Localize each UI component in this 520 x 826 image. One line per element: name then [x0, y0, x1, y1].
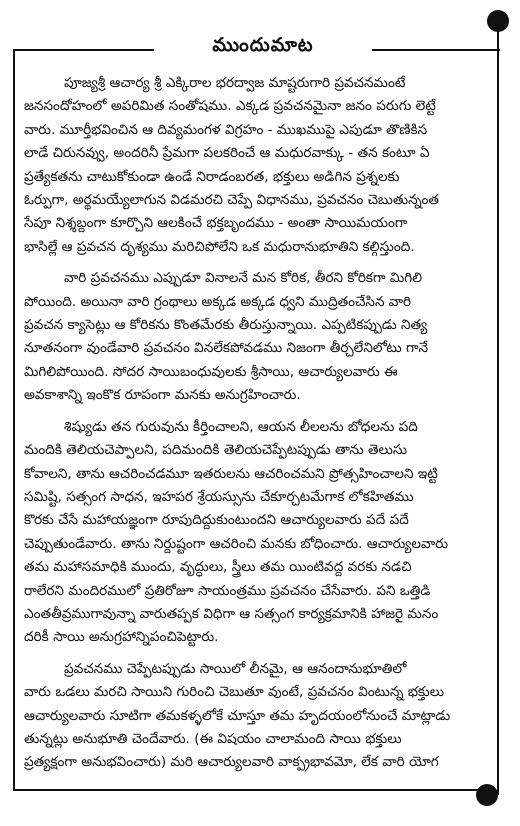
text-line: తున్నట్లు అనుభూతి చెందేవారు. (ఈ విషయం చాలామంది సాయి భక్తులు — [24, 730, 402, 747]
text-line: ఓర్పుగా, అర్థమయ్యేలాగున విడమరచి చెప్పే విధానము, ప్రవచనం చెబుతున్నంత — [24, 192, 439, 209]
right-border-rule — [497, 20, 499, 795]
text-line: సేపూ నిశ్శబ్దంగా కూర్చొని ఆలకించే భక్తబృందము - అంతా సాయిమయంగా — [24, 215, 408, 232]
text-line: మందికి తెలియచెప్పాలని, పదిమందికి తెలియచెప్పేటప్పుడు తాను తెలుసు — [24, 442, 408, 459]
paragraph — [24, 416, 494, 650]
corner-dot-top-right — [487, 10, 509, 32]
left-border-rule — [13, 49, 15, 789]
text-line: రాలేరని మందిరములో ప్రతిరోజూ సాయంత్రము ప్రవచనం చేసేవారు. పని ఒత్తిడి — [24, 582, 431, 599]
text-line: తమ మహాసమాధికి ముందు, వృద్ధులు, స్త్రీలు తమ యింటివద్ద వరకు నడచి — [24, 559, 412, 576]
page-body — [24, 72, 494, 783]
text-line: వారి ప్రవచనము ఎప్పుడూ వినాలనే మన కోరిక, తీరని కోరికగా మిగిలి — [64, 270, 423, 287]
text-line: దరికీ సాయి అనుగ్రహాన్నిపంచిపెట్టారు. — [24, 629, 219, 646]
text-line: ఆచార్యులవారు సూటిగా తమకళ్ళలోకే చూస్తూ తమ హృదయంలోనుంచే మాట్లాడు — [24, 707, 451, 724]
text-line: జనసందోహంలో అపరిమిత సంతోషము. ఎక్కడ ప్రవచనమైనా జనం పరుగు లెట్టే — [24, 98, 436, 115]
text-line: ప్రత్యేకతను చాటుకోకుండా ఉండే నిరాడంబరత, భక్తులు అడిగిన ప్రశ్నలకు — [24, 168, 400, 185]
paragraph — [24, 72, 494, 259]
text-line: కొరకు చేసే మహాయజ్ఞంగా రూపుదిద్దుకుంటుందని ఆచార్యులవారు పదే పదే — [24, 512, 409, 529]
paragraph — [24, 658, 494, 775]
paragraph — [24, 267, 494, 407]
text-line: లాడే చిరునవ్వు, అందరినీ ప్రేమగా పలకరించే ఆ మధురవాక్కు - తన కంటూ ఏ — [24, 145, 430, 162]
text-line: ఎంతతీవ్రముగావున్నా వారుతప్పక విధిగా ఆ సత్సంగ కార్యక్రమానికి హాజరై మనం — [24, 605, 439, 622]
text-line: నూతనంగా వుండేవారి ప్రవచనం వినలేకపోవడము నిజంగా తీర్చలేనిలోటు గానే — [24, 340, 429, 357]
text-line: వారు. మూర్తీభవించిన ఆ దివ్యమంగళ విగ్రహం - ముఖముపై ఎపుడూ తొణికిస — [24, 121, 428, 138]
text-line: ప్రత్యక్షంగా అనుభవించారు) మరి ఆచార్యులవారి వాక్ప్రభావమో, లేక వారి యోగ — [24, 754, 439, 771]
text-line: ప్రవచనము చెప్పేటప్పుడు సాయిలో లీనమై, ఆ ఆనందానుభూతిలో — [64, 660, 407, 677]
text-line: పోయింది. అయినా వారి గ్రంథాలు అక్కడ అక్కడ ధ్వని ముద్రితంచేసిన వారి — [24, 293, 412, 310]
text-line: శిష్యుడు తన గురువును కీర్తించాలని, ఆయన లీలలను బోధలను పది — [64, 418, 418, 435]
text-line: కోవాలని, తాను ఆచరించడమూ ఇతరులను ఆచరించమని ప్రోత్సహించాలని ఇట్టి — [24, 465, 438, 482]
text-line: భాసిల్లే ఆ ప్రవచన దృశ్యము మరిచిపోలేని ఒక మధురానుభూతిని కల్గిస్తుంది. — [24, 238, 415, 255]
text-line: ప్రవచన క్యాసెట్లు ఆ కోరికను కొంతమేరకు తీరుస్తున్నాయి. ఎప్పటికప్పుడు నిత్య — [24, 317, 428, 334]
top-border-rule-left — [14, 49, 154, 51]
text-line: సమిష్టి, సత్సంగ సాధన, ఇహపర శ్రేయస్సును చేకూర్చటమేగాక లోకహితము — [24, 488, 414, 505]
text-line: వారు ఒడలు మరచి సాయిని గురించి చెబుతూ వుంటే, ప్రవచనం వింటున్న భక్తులు — [24, 684, 445, 701]
text-line: పూజ్యశ్రీ ఆచార్య శ్రీ ఎక్కిరాల భరద్వాజ మాష్టరుగారి ప్రవచనమంటే — [64, 75, 406, 91]
corner-dot-bottom-right — [476, 784, 498, 806]
bottom-border-rule — [13, 789, 483, 791]
text-line: అవకాశాన్ని ఇంకొక రూపంగా మనకు అనుగ్రహించారు. — [24, 387, 301, 404]
text-line: చెప్పుతుండేవారు. తాను నిర్దుష్టంగా ఆచరించి మనకు బోధించారు. ఆచార్యులవారు — [24, 535, 449, 552]
top-border-rule-right — [372, 49, 500, 51]
text-line: మిగిలిపోయింది. సోదర సాయిబంధువులకు శ్రీసాయి, ఆచార్యులవారు ఈ — [24, 363, 398, 380]
page-title: ముందుమాట — [212, 34, 314, 56]
